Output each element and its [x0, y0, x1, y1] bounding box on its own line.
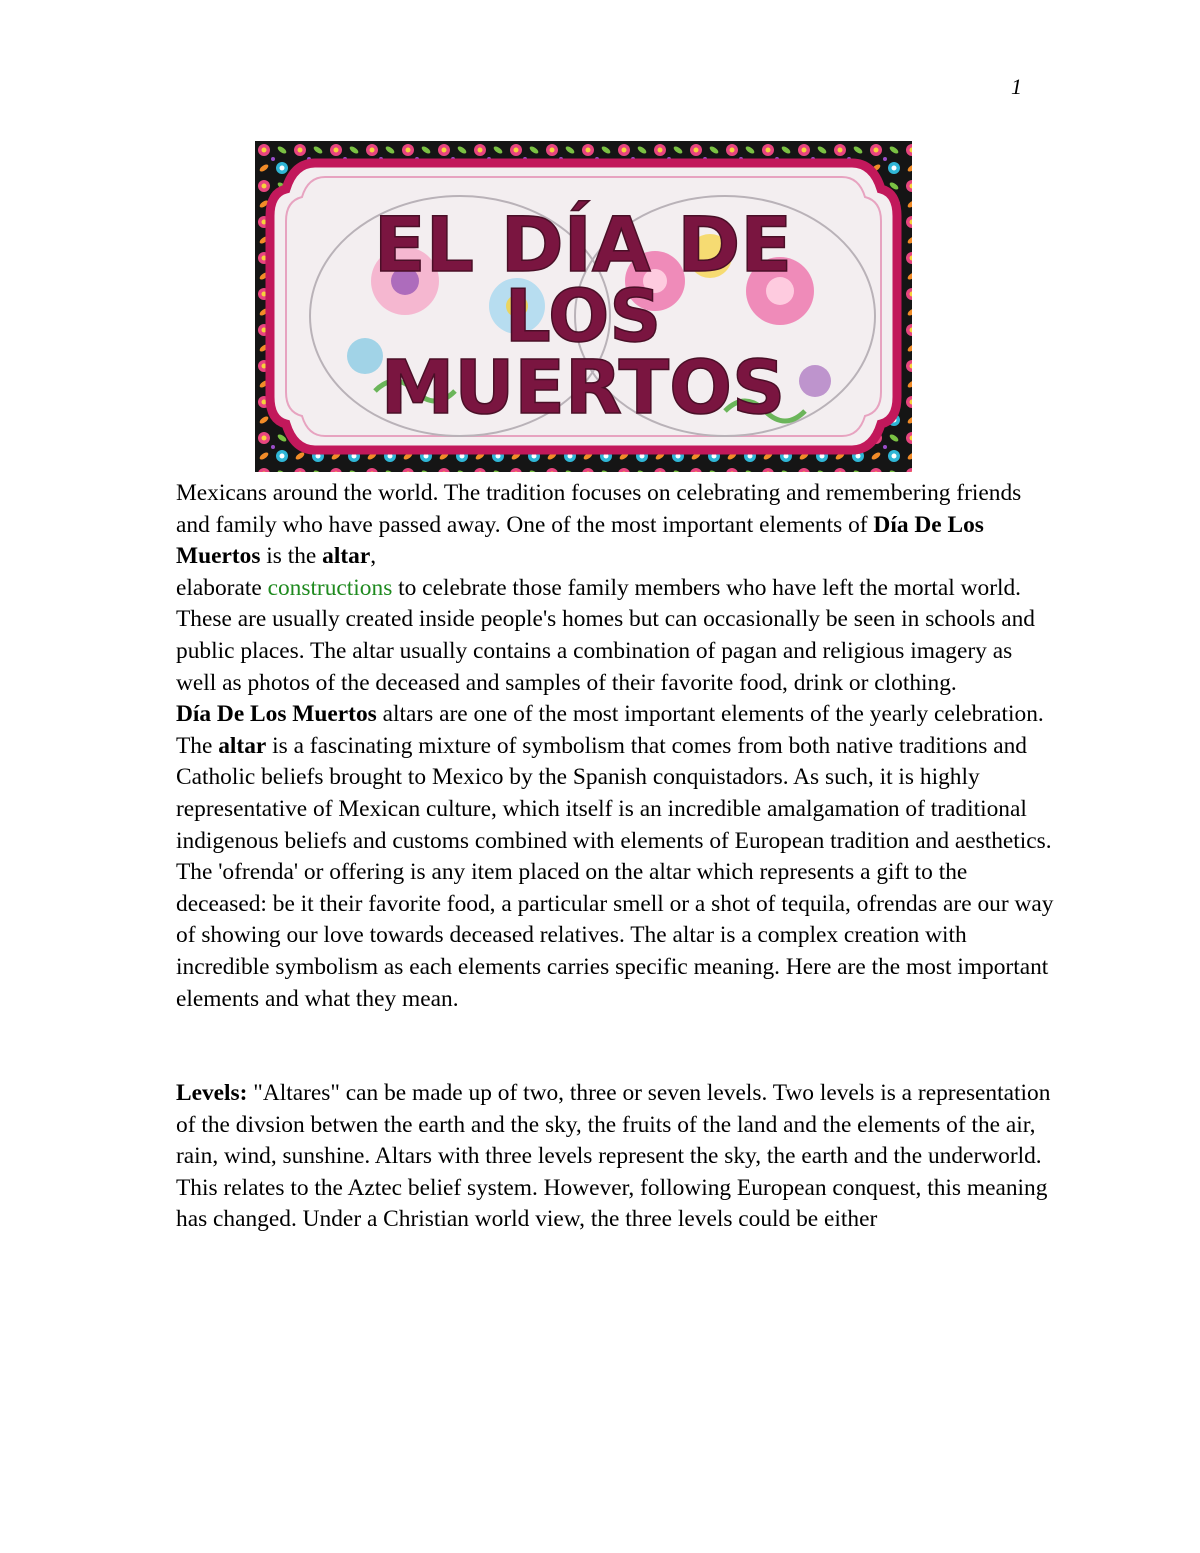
p3-text: The: [176, 732, 219, 759]
levels-paragraph: [176, 1078, 1056, 1236]
intro-text: ,: [370, 543, 377, 570]
page-number: 1: [1011, 74, 1022, 99]
intro-paragraph: [176, 478, 1056, 699]
intro-text: is the: [260, 543, 323, 570]
banner-title-line-1: EL DÍA DE: [373, 200, 793, 289]
banner-title-line-3: MUERTOS: [380, 345, 786, 431]
p2-bold-dia-de-los-muertos: Día De Los Muertos: [176, 701, 377, 728]
p3-text: is a fascinating mixture of symbolism that comes from both native traditions and Catholic beliefs brought to Mexico by the Spanish conquistadors. As such, it is highly representative of Mexican culture, which itself is an incredible amalgamation of traditional indigenous beliefs and customs combined with elements of European tradition and aesthetics. The 'ofrenda' or offering is any item placed on the altar which represents a gift to the deceased: be it their favorite food, a particular smell or a shot of tequila, ofrendas are our way of showing our love towards deceased relatives. The altar is a complex creation with incredible symbolism as each elements carries specific meaning. Here are the most important elements and what they mean.: [176, 732, 1054, 1012]
altar-symbolism-paragraph: [176, 731, 1056, 1015]
intro-text: elaborate: [176, 574, 268, 601]
constructions-link[interactable]: constructions: [267, 574, 393, 601]
banner-title-line-2: LOS: [504, 274, 662, 358]
levels-text: "Altares" can be made up of two, three or seven levels. Two levels is a representation of the divsion betwen the earth and the sky, the fruits of the land and the elements of the air, rain, wind, sunshine. Altars with three levels represent the sky, the earth and the underworld. This relates to the Aztec belief system. However, following European conquest, this meaning has changed. Under a Christian world view, the three levels could be either: [176, 1080, 1051, 1233]
paragraph-spacer: [176, 1015, 1056, 1078]
altars-importance-paragraph: [176, 699, 1056, 731]
document-body: [176, 478, 1056, 1236]
dia-de-los-muertos-banner-image: [255, 141, 912, 472]
intro-bold-dia-de-los-muertos: Día De Los Muertos: [176, 511, 984, 570]
p3-bold-altar: altar: [218, 732, 267, 759]
levels-label: Levels:: [176, 1080, 248, 1107]
intro-bold-altar: altar: [322, 543, 371, 570]
intro-text: to celebrate those family members who have left the mortal world. These are usually created inside people's homes but can occasionally be seen in schools and public places. The altar usually contains a combination of pagan and religious imagery as well as photos of the deceased and samples of their favorite food, drink or clothing.: [176, 574, 1035, 696]
p2-text: altars are one of the most important elements of the yearly celebration.: [376, 701, 1044, 728]
intro-text: Mexicans around the world. The tradition focuses on celebrating and remembering friends and family who have passed away. One of the most important elements of: [176, 480, 1022, 538]
